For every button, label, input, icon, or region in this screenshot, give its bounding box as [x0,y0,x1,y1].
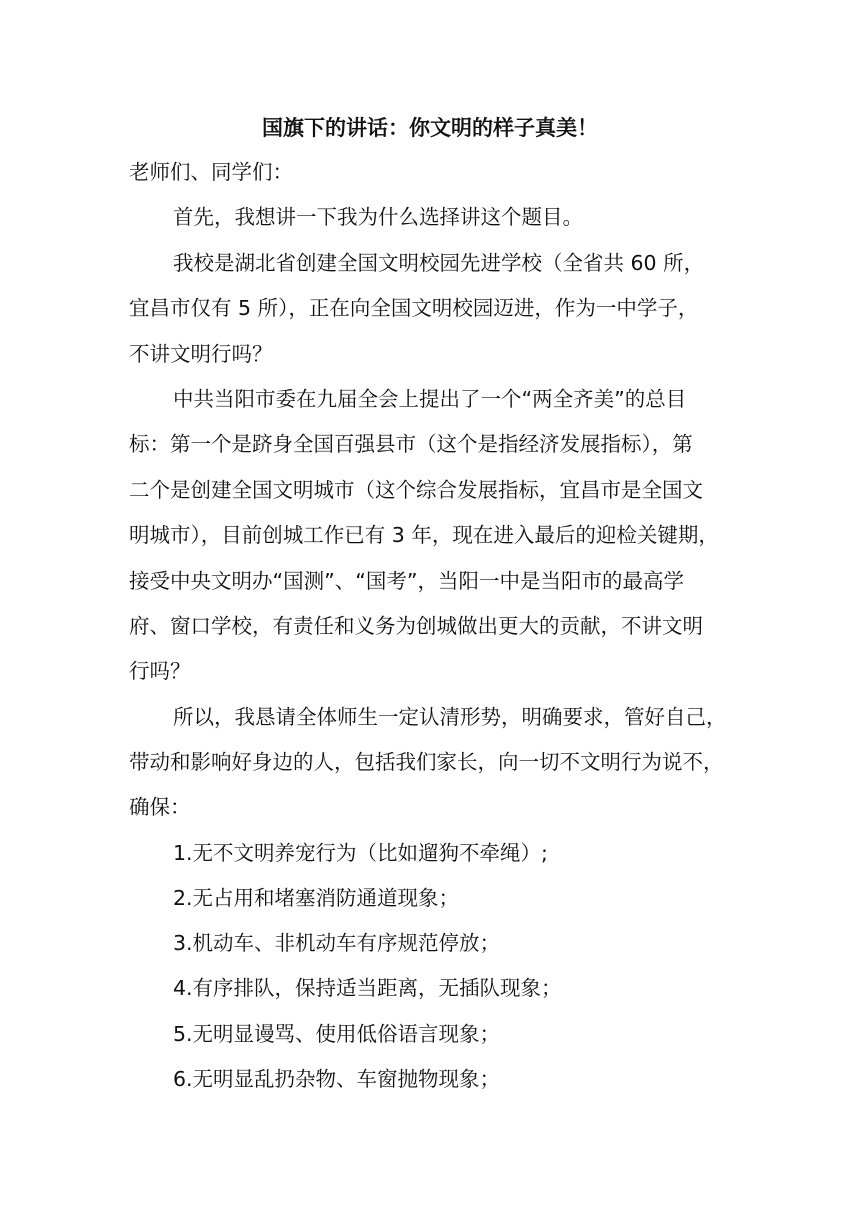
paragraph-line-12: 所以，我恳请全体师生一定认清形势，明确要求，管好自己， [173,705,727,729]
list-item-5: 5.无明显谩骂、使用低俗语言现象； [173,1022,501,1046]
list-item-4: 4.有序排队，保持适当距离，无插队现象； [173,976,562,1000]
paragraph-line-8: 明城市），目前创城工作已有 3 年，现在进入最后的迎检关键期， [129,523,719,547]
paragraph-line-13: 带动和影响好身边的人，包括我们家长，向一切不文明行为说不， [129,750,724,774]
paragraph-line-5: 中共当阳市委在九届全会上提出了一个“两全齐美”的总目 [173,387,687,411]
list-item-6: 6.无明显乱扔杂物、车窗抛物现象； [173,1067,501,1091]
paragraph-line-9: 接受中央文明办“国测”、“国考”，当阳一中是当阳市的最高学 [129,569,684,593]
document-title: 国旗下的讲话：你文明的样子真美！ [262,116,598,140]
paragraph-line-2: 我校是湖北省创建全国文明校园先进学校（全省共 60 所， [173,251,705,275]
paragraph-line-11: 行吗？ [129,659,191,683]
salutation-line: 老师们、同学们： [129,160,293,184]
paragraph-line-7: 二个是创建全国文明城市（这个综合发展指标，宜昌市是全国文 [129,478,703,502]
paragraph-line-6: 标：第一个是跻身全国百强县市（这个是指经济发展指标），第 [129,432,693,456]
paragraph-line-1: 首先，我想讲一下我为什么选择讲这个题目。 [173,205,583,229]
list-item-1: 1.无不文明养宠行为（比如遛狗不牵绳）; [173,841,548,865]
paragraph-line-3: 宜昌市仅有 5 所），正在向全国文明校园迈进，作为一中学子， [129,296,699,320]
paragraph-line-14: 确保： [129,795,191,819]
paragraph-line-10: 府、窗口学校，有责任和义务为创城做出更大的贡献，不讲文明 [129,614,703,638]
paragraph-line-4: 不讲文明行吗？ [129,342,273,366]
list-item-2: 2.无占用和堵塞消防通道现象； [173,886,460,910]
list-item-3: 3.机动车、非机动车有序规范停放； [173,931,501,955]
